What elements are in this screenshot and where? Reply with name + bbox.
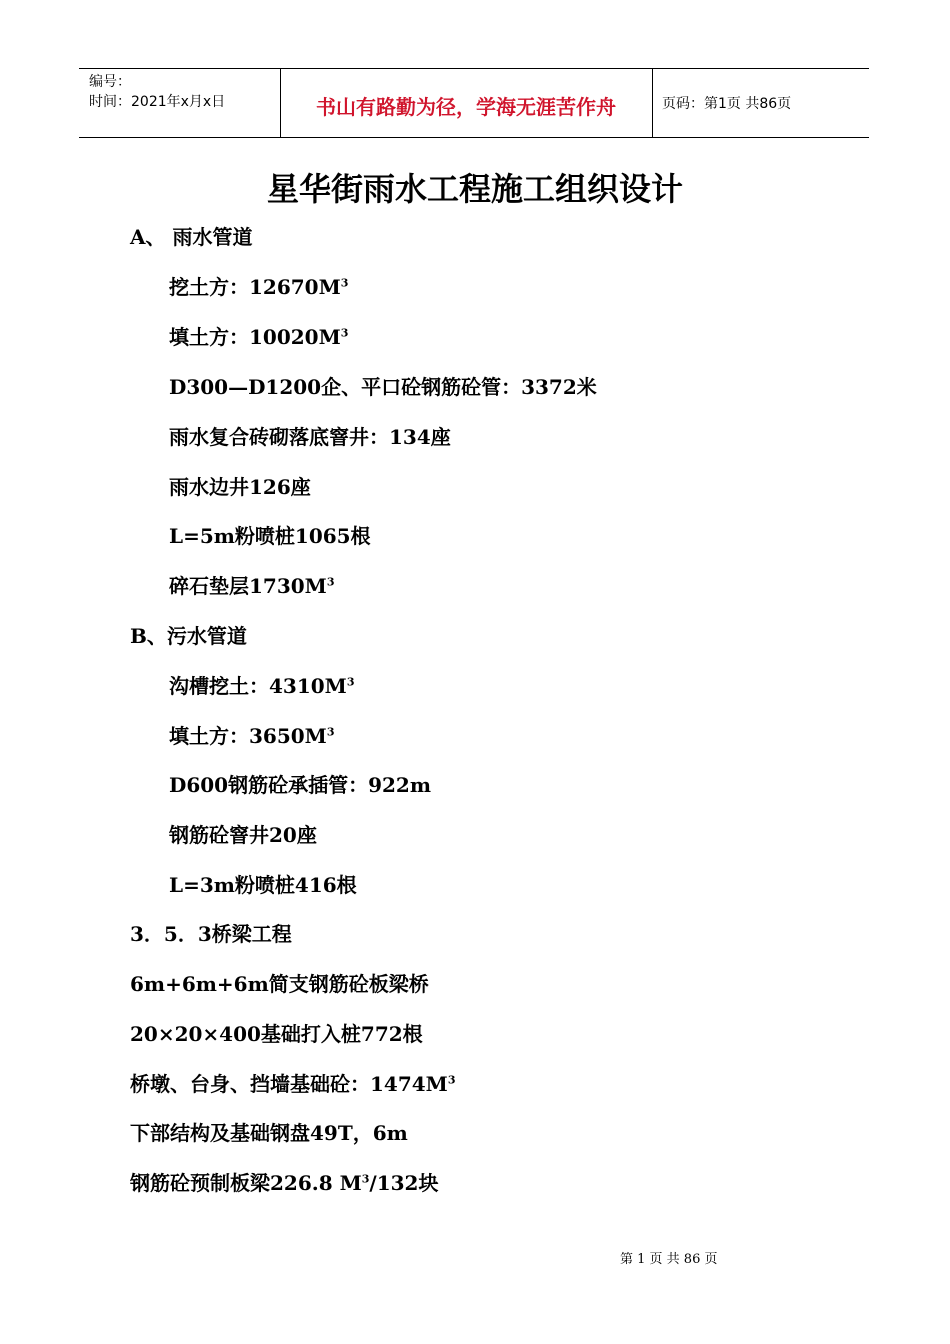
list-item: 6m+6m+6m简支钢筋砼板梁桥 (130, 972, 429, 996)
list-item: L=5m粉喷桩1065根 (169, 524, 371, 548)
section-heading-a: A、 雨水管道 (130, 225, 253, 249)
list-item: 下部结构及基础钢盘49T，6m (130, 1121, 408, 1145)
header-page-cell (653, 69, 869, 137)
time-label: 时间：2021年x月x日 (89, 94, 226, 110)
document-title: 星华街雨水工程施工组织设计 (266, 170, 683, 208)
list-item: 桥墩、台身、挡墙基础砼：$1474M^3$ (130, 1072, 456, 1096)
list-item: 填土方：$10020M^3$ (169, 325, 349, 349)
list-item: D600钢筋砼承插管：922m (169, 773, 432, 797)
footer-page-number: 第 1 页 共 86 页 (620, 1252, 718, 1267)
page-header (79, 68, 869, 138)
code-label: 编号： (89, 74, 131, 90)
list-item: 填土方：$3650M^3$ (169, 724, 335, 748)
list-item: 雨水边井126座 (169, 475, 311, 499)
list-item: 雨水复合砖砌落底窨井：134座 (169, 425, 451, 449)
list-item: 沟槽挖土：$4310M^3$ (169, 674, 355, 698)
section-heading-bridge: 3．5．3桥梁工程 (130, 922, 292, 946)
page-info: 页码：第1页 共86页 (662, 96, 792, 112)
list-item: 挖土方：$12670M^3$ (169, 275, 349, 299)
list-item: 钢筋砼预制板梁226.8 $M^3/132$块 (130, 1171, 439, 1195)
list-item: 20×20×400基础打入桩772根 (130, 1022, 423, 1046)
motto-text: 书山有路勤为径，学海无涯苦作舟 (316, 95, 616, 119)
section-heading-b: B、污水管道 (130, 624, 247, 648)
list-item: D300—D1200企、平口砼钢筋砼管：3372米 (169, 375, 597, 399)
header-motto-cell (280, 69, 653, 137)
list-item: 钢筋砼窨井20座 (169, 823, 317, 847)
list-item: 碎石垫层$1730M^3$ (169, 574, 335, 598)
list-item: L=3m粉喷桩416根 (169, 873, 357, 897)
header-meta-cell (79, 69, 281, 137)
